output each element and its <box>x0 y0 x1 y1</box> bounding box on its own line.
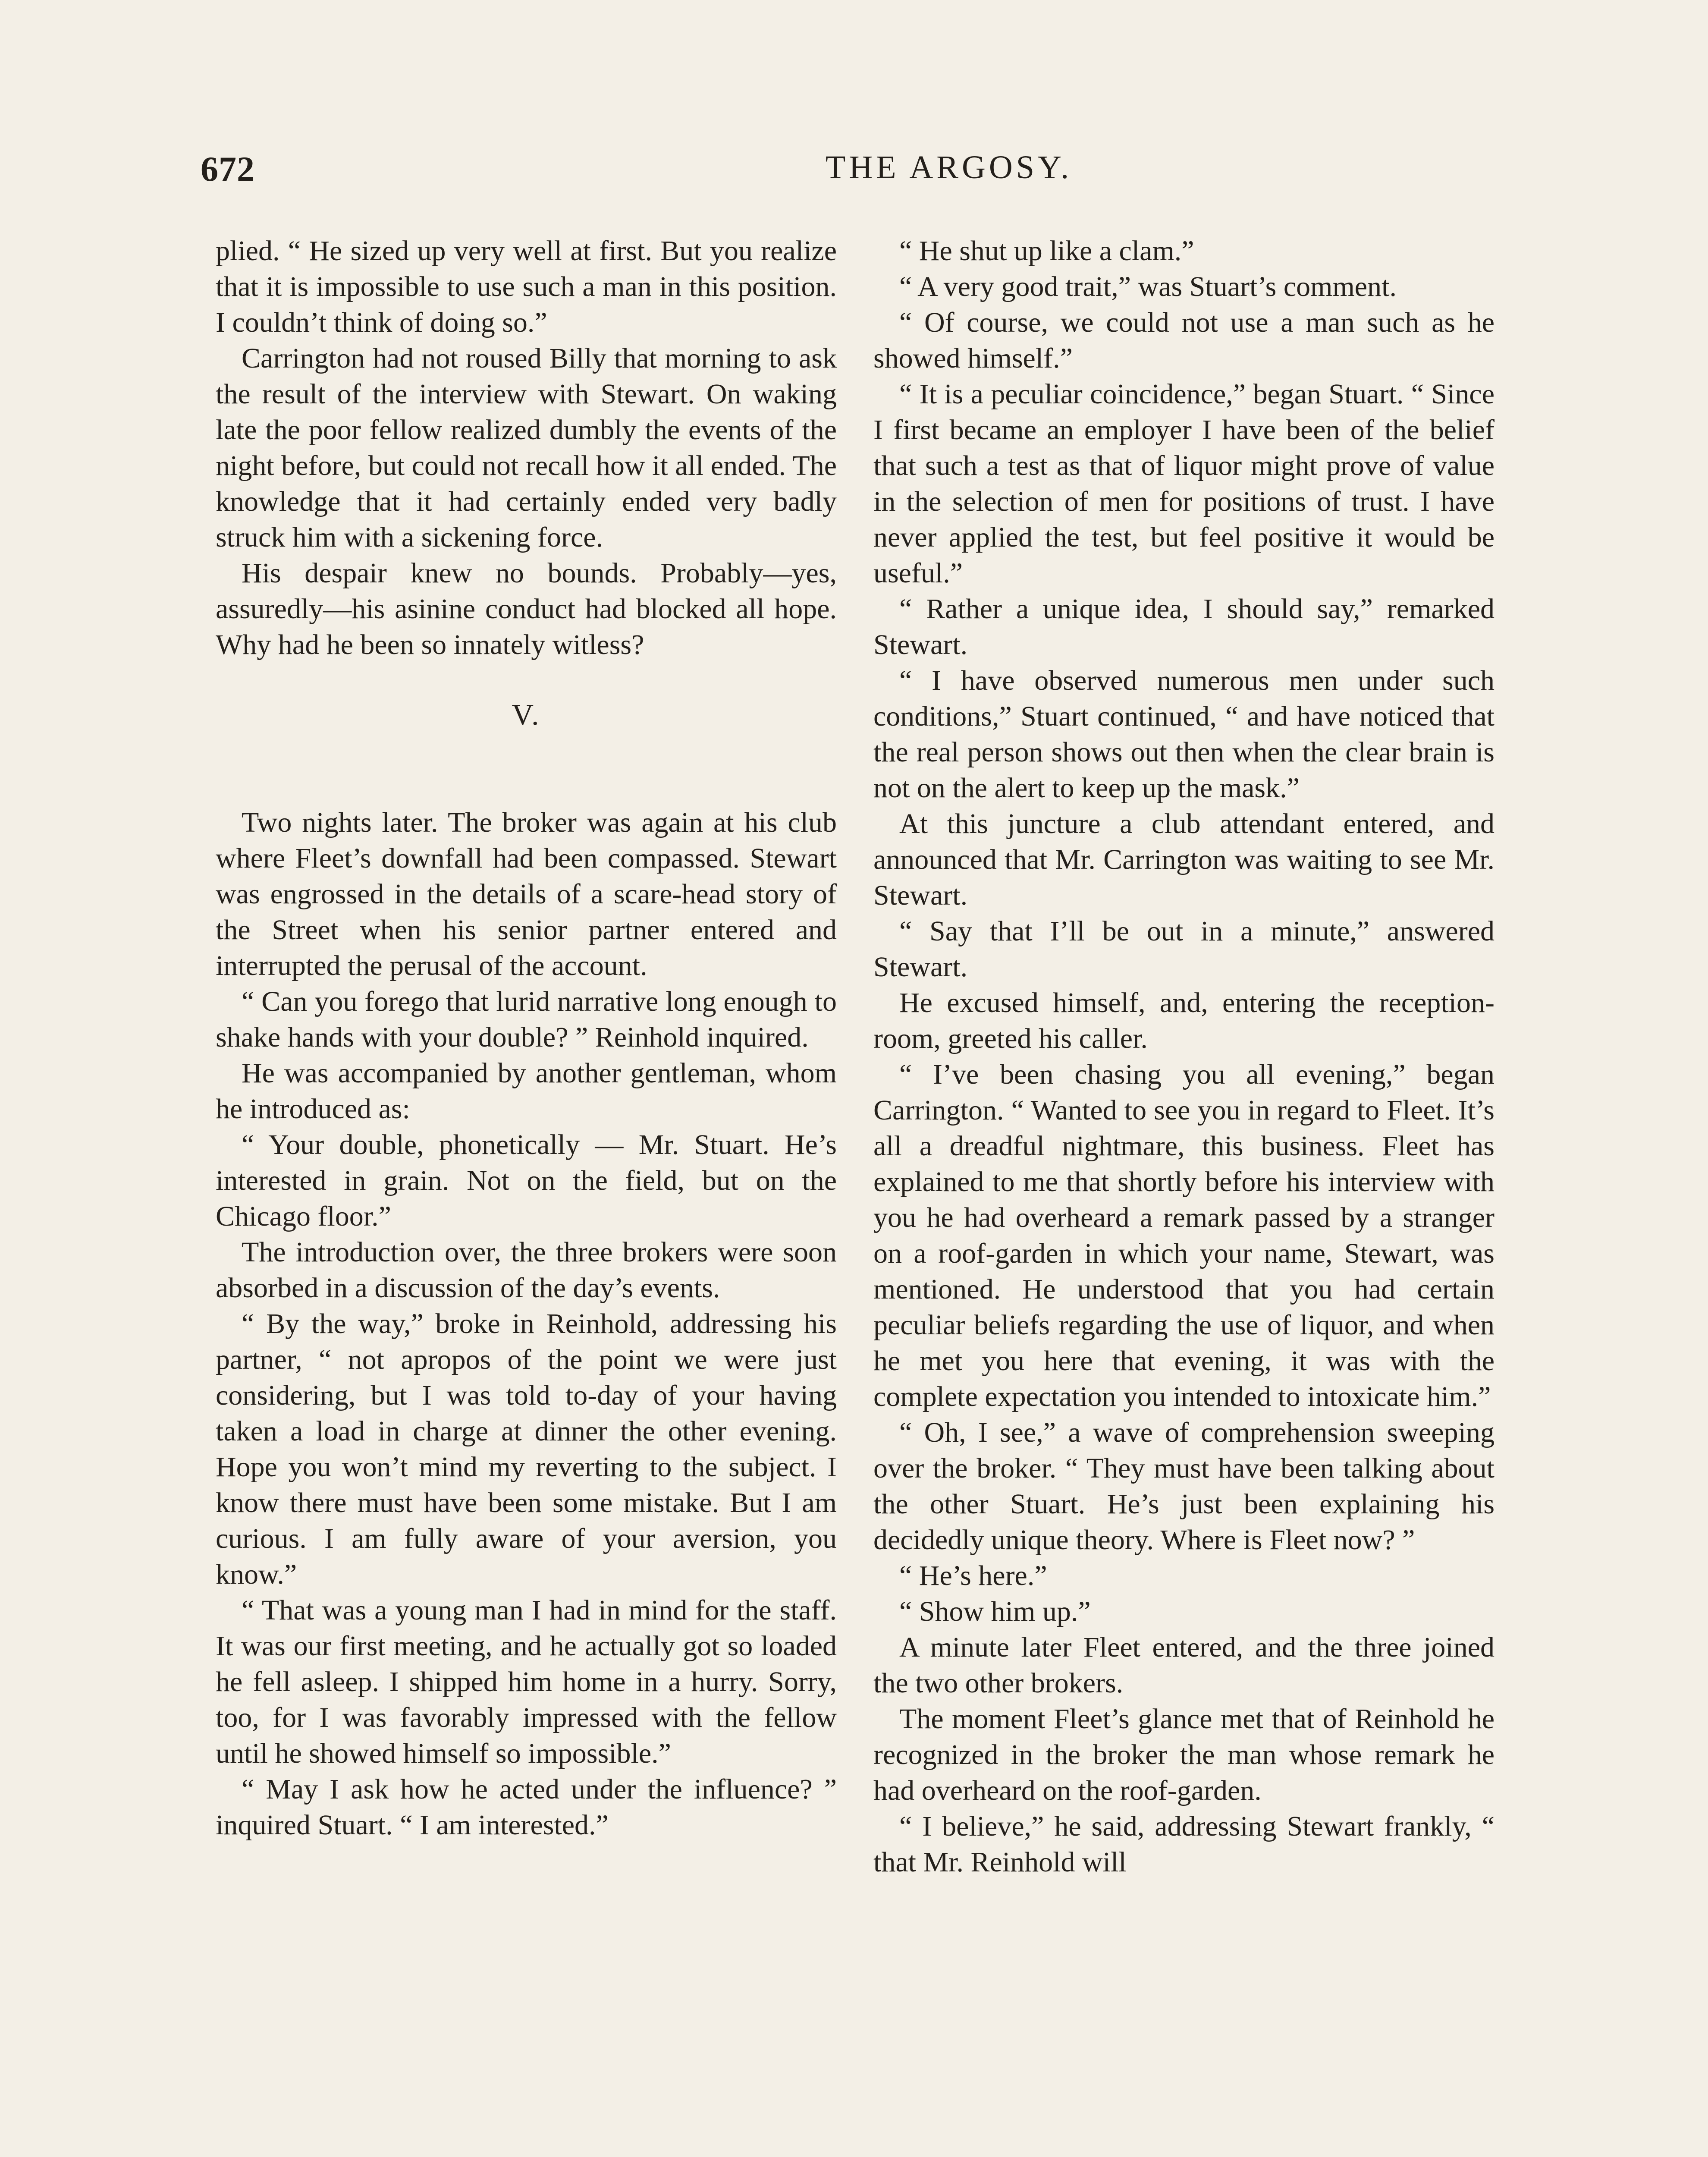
paragraph: He excused himself, and, entering the reception-room, greeted his caller. <box>873 987 1494 1054</box>
paragraph: “ He’s here.” <box>899 1560 1047 1591</box>
paragraph: “ May I ask how he acted under the influence? ” inquired Stuart. “ I am interested.” <box>216 1773 837 1841</box>
paragraph: plied. “ He sized up very well at first. But you realize that it is impossible to use such a man in this position. I couldn’t think of doing so.” <box>216 235 837 338</box>
paragraph: “ I’ve been chasing you all evening,” began Carrington. “ Wanted to see you in regard to Fleet. It’s all a dreadful nightmare, this business. Fleet has explained to me that shortly before his interview with you he had overheard a remark passed by a stranger on a roof-garden in which your name, Stewart, was mentioned. He understood that you had certain peculiar beliefs regarding the use of liquor, and when he met you here that evening, it was with the complete expectation you intended to intoxicate him.” <box>873 1059 1494 1412</box>
paragraph: “ Your double, phonetically — Mr. Stuart. He’s interested in grain. Not on the field, but on the Chicago floor.” <box>216 1129 837 1232</box>
paragraph: His despair knew no bounds. Probably—yes, assuredly—his asinine conduct had blocked all hope. Why had he been so innately witless? <box>216 557 837 660</box>
paragraph: “ Show him up.” <box>899 1596 1091 1627</box>
paragraph: The moment Fleet’s glance met that of Reinhold he recognized in the broker the man whose remark he had overheard on the roof-garden. <box>873 1703 1494 1806</box>
paragraph: The introduction over, the three brokers were soon absorbed in a discussion of the day’s events. <box>216 1236 837 1304</box>
paragraph: “ By the way,” broke in Reinhold, addressing his partner, “ not apropos of the point we were just considering, but I was told to-day of your having taken a load in charge at dinner the other evening. Hope you won’t mind my reverting to the subject. I know there must have been some mistake. But I am curious. I am fully aware of your aversion, you know.” <box>216 1308 837 1590</box>
right-column <box>873 233 1494 1880</box>
paragraph: “ That was a young man I had in mind for the staff. It was our first meeting, and he actually got so loaded he fell asleep. I shipped him home in a hurry. Sorry, too, for I was favorably impressed with the fellow until he showed himself so impossible.” <box>216 1594 837 1769</box>
paragraph: “ I believe,” he said, addressing Stewart frankly, “ that Mr. Reinhold will <box>873 1811 1494 1878</box>
paragraph: “ Say that I’ll be out in a minute,” answered Stewart. <box>873 915 1494 983</box>
paragraph: “ Of course, we could not use a man such as he showed himself.” <box>873 307 1494 374</box>
paragraph: At this juncture a club attendant entered, and announced that Mr. Carrington was waiting to see Mr. Stewart. <box>873 808 1494 911</box>
running-head: THE ARGOSY. <box>825 149 1073 186</box>
paragraph: Carrington had not roused Billy that morning to ask the result of the interview with Stewart. On waking late the poor fellow realized dumbly the events of the night before, but could not recall how it all ended. The knowledge that it had certainly ended very badly struck him with a sickening force. <box>216 343 837 553</box>
paragraph: He was accompanied by another gentleman, whom he introduced as: <box>216 1057 837 1125</box>
paragraph: “ A very good trait,” was Stuart’s comment. <box>899 271 1397 302</box>
paragraph: “ He shut up like a clam.” <box>899 235 1194 267</box>
page-number: 672 <box>201 149 255 189</box>
paragraph: “ It is a peculiar coincidence,” began Stuart. “ Since I first became an employer I have been of the belief that such a test as that of liquor might prove of value in the selection of men for positions of trust. I have never applied the test, but feel positive it would be useful.” <box>873 378 1494 589</box>
paragraph: “ I have observed numerous men under such conditions,” Stuart continued, “ and have noticed that the real person shows out then when the clear brain is not on the alert to keep up the mask.” <box>873 665 1494 804</box>
left-column <box>216 233 837 1843</box>
paragraph: Two nights later. The broker was again at his club where Fleet’s downfall had been compassed. Stewart was engrossed in the details of a scare-head story of the Street when his senior partner entered and interrupted the perusal of the account. <box>216 807 837 981</box>
paragraph: “ Rather a unique idea, I should say,” remarked Stewart. <box>873 593 1494 660</box>
paragraph: “ Oh, I see,” a wave of comprehension sweeping over the broker. “ They must have been talking about the other Stuart. He’s just been explaining his decidedly unique theory. Where is Fleet now? ” <box>873 1417 1494 1556</box>
paragraph: “ Can you forego that lurid narrative long enough to shake hands with your double? ” Reinhold inquired. <box>216 986 837 1053</box>
paragraph: A minute later Fleet entered, and the three joined the two other brokers. <box>873 1632 1494 1699</box>
section-heading: V. <box>512 698 541 732</box>
